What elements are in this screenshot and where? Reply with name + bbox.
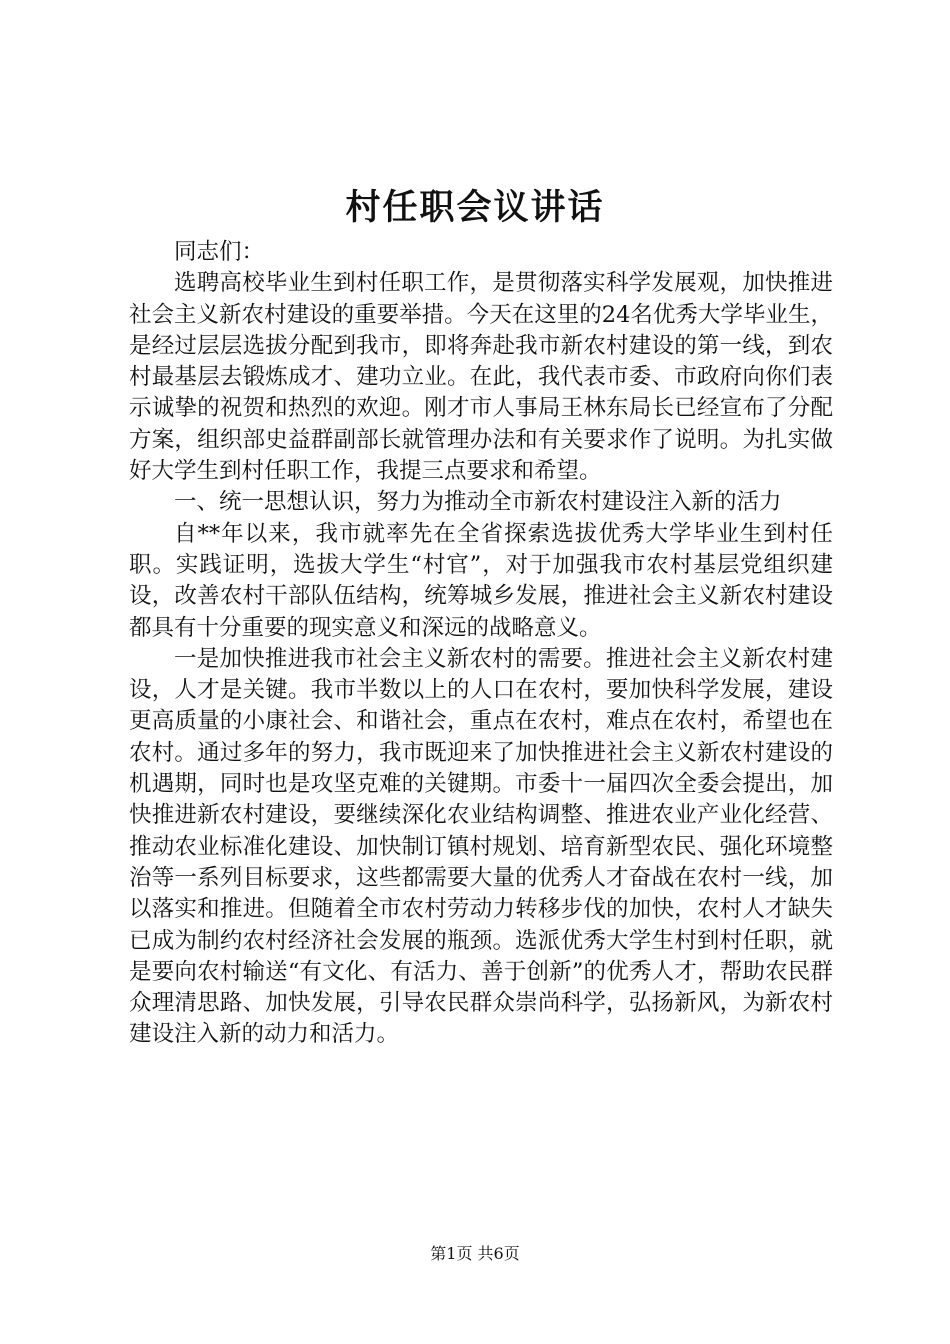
body-paragraph: 选聘高校毕业生到村任职工作，是贯彻落实科学发展观，加快推进社会主义新农村建设的重要举措。今天在这里的24名优秀大学毕业生，是经过层层选拔分配到我市，即将奔赴我市新农村建设的第一线，到农村最基层去锻炼成才、建功立业。在此，我代表市委、市政府向你们表示诚挚的祝贺和热烈的欢迎。刚才市人事局王林东局长已经宣布了分配方案，组织部史益群副部长就管理办法和有关要求作了说明。为扎实做好大学生到村任职工作，我提三点要求和希望。 (129, 270, 833, 485)
document-title: 村任职会议讲话 (345, 187, 605, 228)
document-body (129, 237, 833, 1051)
body-paragraph: 一是加快推进我市社会主义新农村的需要。推进社会主义新农村建设，人才是关键。我市半数以上的人口在农村，要加快科学发展，建设更高质量的小康社会、和谐社会，重点在农村，难点在农村，希望也在农村。通过多年的努力，我市既迎来了加快推进社会主义新农村建设的机遇期，同时也是攻坚克难的关键期。市委十一届四次全委会提出，加快推进新农村建设，要继续深化农业结构调整、推进农业产业化经营、推动农业标准化建设、加快制订镇村规划、培育新型农民、强化环境整治等一系列目标要求，这些都需要大量的优秀人才奋战在农村一线，加以落实和推进。但随着全市农村劳动力转移步伐的加快，农村人才缺失已成为制约农村经济社会发展的瓶颈。选派优秀大学生村到村任职，就是要向农村输送“有文化、有活力、善于创新”的优秀人才，帮助农民群众理清思路、加快发展，引导农民群众崇尚科学，弘扬新风，为新农村建设注入新的动力和活力。 (129, 645, 833, 1048)
salutation: 同志们： (174, 239, 265, 265)
body-paragraph: 自**年以来，我市就率先在全省探索选拔优秀大学毕业生到村任职。实践证明，选拔大学生“村官”，对于加强我市农村基层党组织建设，改善农村干部队伍结构，统筹城乡发展，推进社会主义新农村建设都具有十分重要的现实意义和深远的战略意义。 (129, 520, 833, 641)
section-heading: 一、统一思想认识，努力为推动全市新农村建设注入新的活力 (174, 489, 782, 516)
page-number-footer: 第1页 共6页 (430, 1244, 520, 1263)
